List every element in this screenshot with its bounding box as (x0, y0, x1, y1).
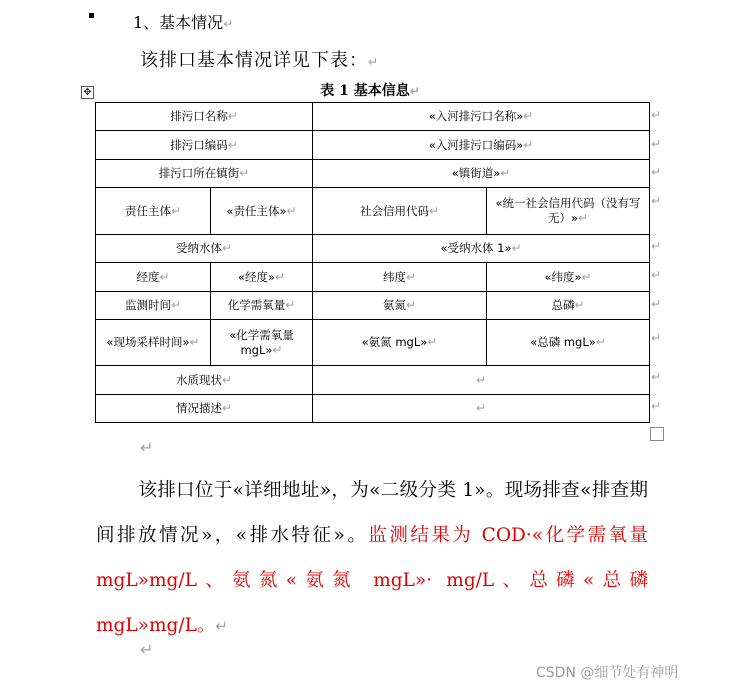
body-paragraph[interactable] (96, 468, 648, 649)
table-cell[interactable] (313, 160, 650, 188)
cell-text: ↵ (227, 137, 238, 152)
section-heading[interactable] (133, 10, 233, 33)
monitoring-result-text: 监测结果为 COD·«化学需氧量 mgL»mg/L、氨氮«氨氮 mgL»· mg/L、总磷«总磷 mgL»mg/L。 (96, 525, 648, 636)
table-caption (0, 80, 740, 100)
table-cell[interactable] (313, 320, 487, 366)
table-cell[interactable] (313, 103, 650, 131)
cell-text: 水质现状 (175, 372, 222, 387)
cell-text: «经度» (237, 269, 275, 284)
section-heading-text: 1、基本情况 (133, 13, 224, 32)
cell-text: ↵ (272, 342, 283, 357)
table-cell[interactable] (313, 366, 650, 395)
paragraph-mark: ↵ (215, 617, 228, 635)
cell-text: ↵ (286, 203, 297, 218)
cell-text: «现场采样时间» (106, 335, 190, 349)
cell-text: «统一社会信用代码（没有写无）» (495, 196, 641, 225)
table-row (96, 188, 650, 235)
cell-text: ↵ (428, 203, 440, 218)
cell-text: ↵ (475, 401, 487, 415)
cell-text: «总磷 mgL» (530, 335, 596, 349)
table-row (96, 263, 650, 292)
row-end-mark: ↵ (651, 331, 662, 345)
table-cell[interactable] (96, 103, 313, 131)
cell-text: ↵ (595, 335, 606, 349)
table-cell[interactable] (313, 131, 650, 160)
row-end-mark: ↵ (651, 399, 662, 413)
cell-text: ↵ (475, 372, 487, 387)
table-resize-handle[interactable] (650, 427, 664, 441)
table-cell[interactable] (96, 320, 211, 366)
row-end-mark: ↵ (651, 239, 662, 253)
cell-text: 总磷 (551, 298, 575, 312)
cell-text: ↵ (221, 401, 233, 415)
cell-text: 监测时间 (124, 298, 171, 312)
table-cell[interactable] (96, 131, 313, 160)
cell-text: «纬度» (544, 269, 582, 284)
cell-text: ↵ (405, 269, 417, 284)
cell-text: ↵ (285, 298, 296, 312)
cell-text: ↵ (511, 241, 522, 255)
row-end-mark: ↵ (651, 165, 662, 179)
table-cell[interactable] (211, 188, 313, 235)
cell-text: 化学需氧量 (227, 298, 286, 312)
table-move-handle-icon[interactable]: ✥ (81, 86, 94, 99)
cell-text: ↵ (239, 166, 250, 180)
cell-text: ↵ (427, 335, 438, 349)
cell-text: 经度 (136, 269, 160, 284)
empty-paragraph-mark: ↵ (140, 640, 154, 659)
csdn-watermark: CSDN @细节处有神明 (536, 665, 679, 681)
cell-text: «责任主体» (226, 203, 287, 218)
cell-text: ↵ (500, 166, 511, 180)
table-cell[interactable] (96, 292, 211, 320)
cell-text: «入河排污口编码» (428, 137, 524, 152)
table-cell[interactable] (211, 292, 313, 320)
row-end-mark: ↵ (651, 370, 662, 384)
cell-text: «镇街道» (451, 166, 501, 180)
cell-text: ↵ (221, 372, 233, 387)
table-cell[interactable] (313, 292, 487, 320)
table-row (96, 131, 650, 160)
table-cell[interactable] (96, 366, 313, 395)
table-row (96, 395, 650, 423)
cell-text: 氨氮 (382, 298, 406, 312)
table-cell[interactable] (96, 188, 211, 235)
cell-text: «化学需氧量 mgL» (229, 327, 294, 357)
table-cell[interactable] (96, 263, 211, 292)
cell-text: ↵ (574, 298, 585, 312)
cell-text: ↵ (227, 109, 238, 123)
table-cell[interactable] (487, 263, 650, 292)
cell-text: «受纳水体 1» (440, 241, 512, 255)
empty-paragraph-mark: ↵ (140, 438, 154, 457)
table-cell[interactable] (313, 263, 487, 292)
table-cell[interactable] (211, 320, 313, 366)
cell-text: 纬度 (382, 269, 406, 284)
table-row (96, 160, 650, 188)
cell-text: 责任主体 (124, 203, 171, 218)
cell-text: ↵ (405, 298, 417, 312)
intro-paragraph[interactable] (140, 46, 379, 72)
table-cell[interactable] (313, 235, 650, 263)
cell-text: ↵ (581, 269, 592, 284)
table-row (96, 366, 650, 395)
table-cell[interactable] (487, 292, 650, 320)
table-cell[interactable] (96, 395, 313, 423)
cell-text: «入河排污口名称» (428, 109, 524, 123)
paragraph-mark: ↵ (223, 17, 234, 31)
table-row (96, 292, 650, 320)
cell-text: 情况描述 (175, 401, 222, 415)
paragraph-mark: ↵ (409, 84, 420, 98)
row-end-mark: ↵ (651, 108, 662, 122)
table-cell[interactable] (487, 188, 650, 235)
cell-text: ↵ (523, 137, 534, 152)
table-cell[interactable] (96, 160, 313, 188)
cell-text: 排污口所在镇街 (158, 166, 240, 180)
table-row (96, 103, 650, 131)
cell-text: 社会信用代码 (359, 203, 429, 218)
cell-text: ↵ (275, 269, 286, 284)
cell-text: ↵ (221, 241, 233, 255)
cell-text: ↵ (523, 109, 534, 123)
table-row (96, 235, 650, 263)
cell-text: ↵ (170, 298, 182, 312)
table-cell[interactable] (211, 263, 313, 292)
basic-info-table (95, 102, 650, 423)
table-cell[interactable] (313, 395, 650, 423)
table-cell[interactable] (313, 188, 487, 235)
cell-text: 受纳水体 (175, 241, 222, 255)
intro-text: 该排口基本情况详见下表： (140, 50, 368, 71)
table-cell[interactable] (487, 320, 650, 366)
list-bullet (89, 13, 94, 18)
cell-text: ↵ (170, 203, 182, 218)
cell-text: «氨氮 mgL» (361, 335, 428, 349)
cell-text: ↵ (189, 335, 200, 349)
body-text: 该排口位于«详细地址»，为«二级分类 1»。现场排查«排查期间排放情况»，«排水特征»。 (96, 480, 648, 546)
cell-text: 排污口编码 (170, 137, 228, 152)
row-end-mark: ↵ (651, 297, 662, 311)
table-caption-text: 表 1 基本信息 (320, 83, 410, 99)
row-end-mark: ↵ (651, 194, 662, 208)
cell-text: 排污口名称 (170, 109, 228, 123)
table-row (96, 320, 650, 366)
table-cell[interactable] (96, 235, 313, 263)
cell-text: ↵ (159, 269, 170, 284)
cell-text: ↵ (578, 211, 589, 225)
row-end-mark: ↵ (651, 268, 662, 282)
paragraph-mark: ↵ (368, 55, 380, 69)
row-end-mark: ↵ (651, 137, 662, 151)
